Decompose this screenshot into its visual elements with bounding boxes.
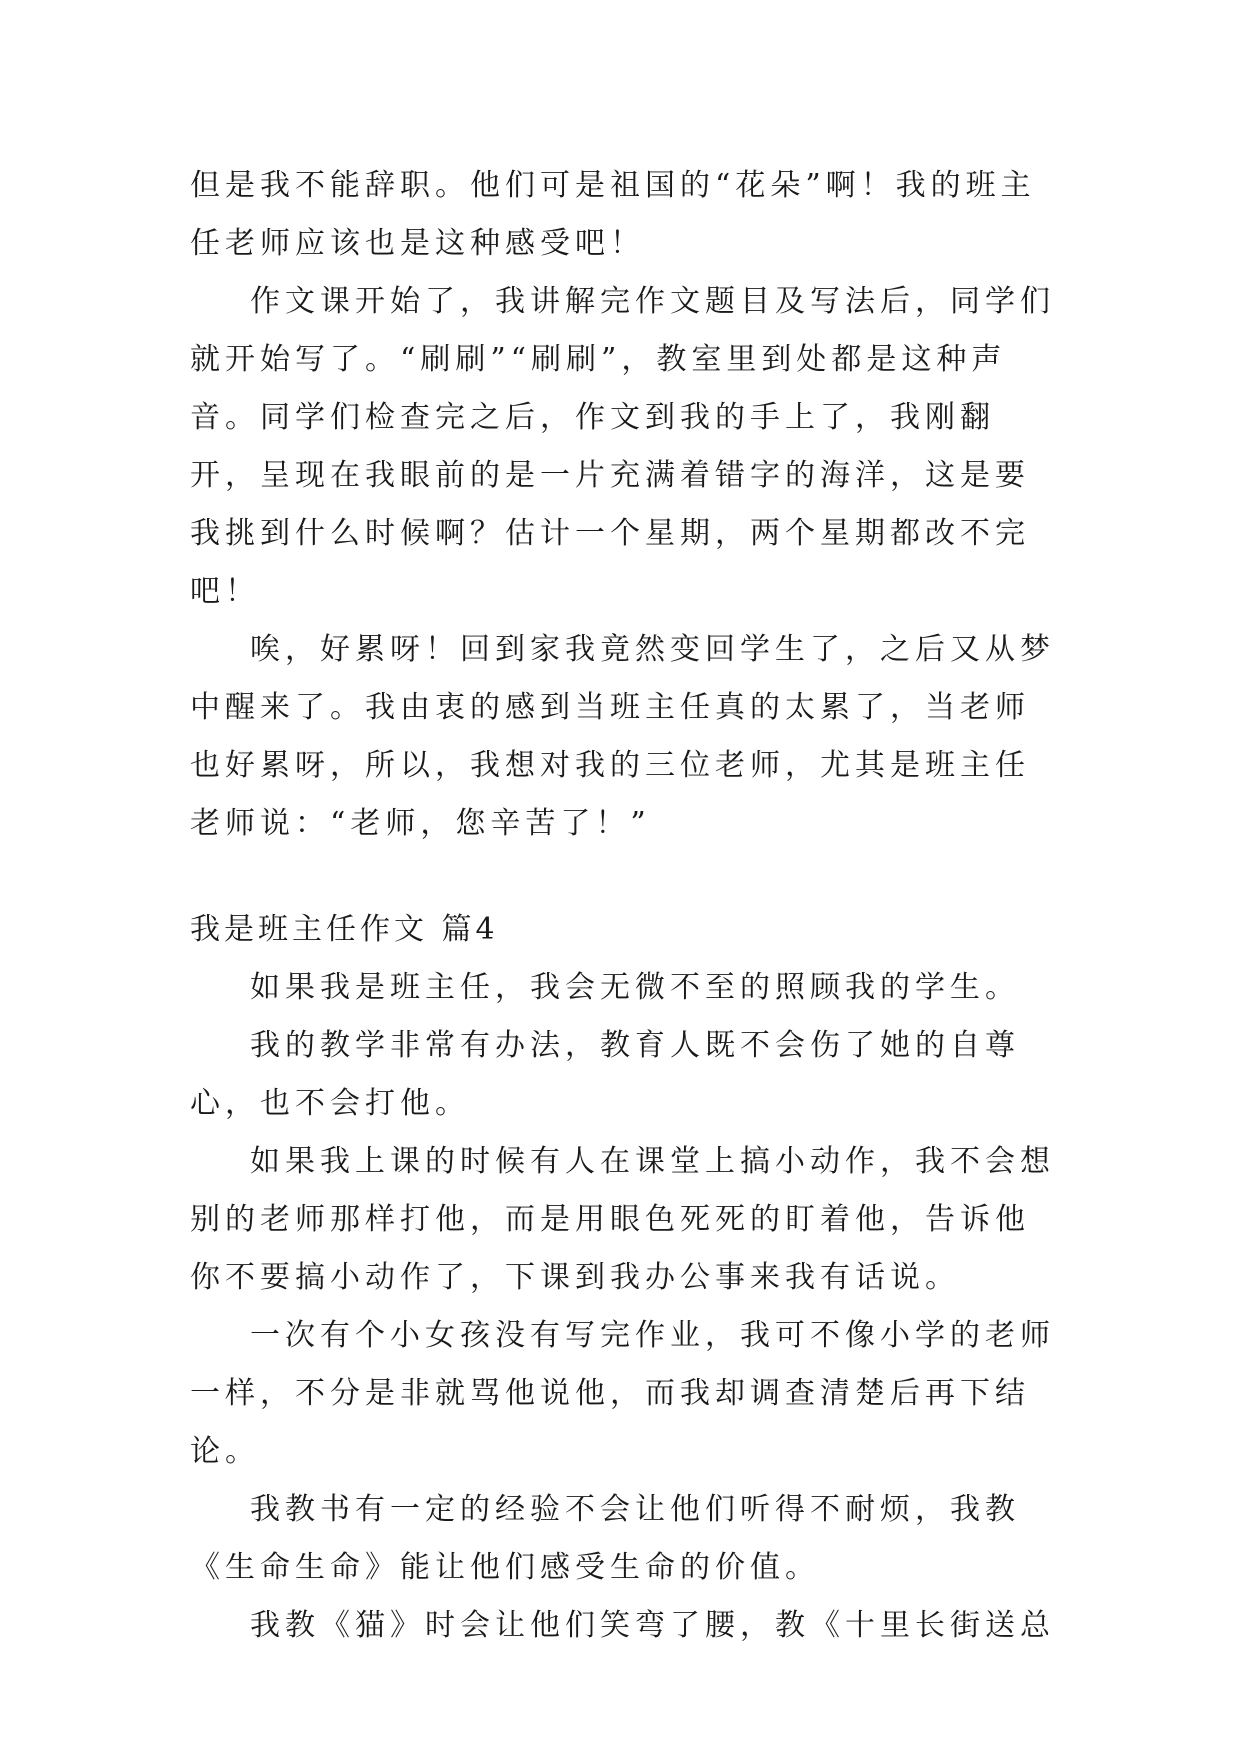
paragraph-4: 如果我是班主任，我会无微不至的照顾我的学生。 xyxy=(250,970,1020,1005)
paragraph-1: 但是我不能辞职。他们可是祖国的“花朵”啊！我的班主任老师应该也是这种感受吧！ xyxy=(190,168,1036,261)
paragraph-3: 唉，好累呀！回到家我竟然变回学生了，之后又从梦中醒来了。我由衷的感到当班主任真的太累了，当老师也好累呀，所以，我想对我的三位老师，尤其是班主任老师说：“老师，您辛苦了！” xyxy=(190,632,1055,841)
paragraph-2: 作文课开始了，我讲解完作文题目及写法后，同学们就开始写了。“刷刷”“刷刷”，教室里到处都是这种声音。同学们检查完之后，作文到我的手上了，我刚翻开，呈现在我眼前的是一片充满着错字的海洋，这是要我挑到什么时候啊？估计一个星期，两个星期都改不完吧！ xyxy=(190,284,1055,609)
document-page xyxy=(190,157,1060,1655)
section-heading: 我是班主任作文 篇4 xyxy=(190,912,499,947)
paragraph-5: 我的教学非常有办法，教育人既不会伤了她的自尊心，也不会打他。 xyxy=(190,1028,1020,1121)
paragraph-9: 我教《猫》时会让他们笑弯了腰，教《十里长街送总 xyxy=(250,1608,1055,1643)
paragraph-7: 一次有个小女孩没有写完作业，我可不像小学的老师一样，不分是非就骂他说他，而我却调查清楚后再下结论。 xyxy=(190,1318,1055,1469)
paragraph-6: 如果我上课的时候有人在课堂上搞小动作，我不会想别的老师那样打他，而是用眼色死死的盯着他，告诉他你不要搞小动作了，下课到我办公事来我有话说。 xyxy=(190,1144,1055,1295)
paragraph-8: 我教书有一定的经验不会让他们听得不耐烦，我教《生命生命》能让他们感受生命的价值。 xyxy=(190,1492,1020,1585)
